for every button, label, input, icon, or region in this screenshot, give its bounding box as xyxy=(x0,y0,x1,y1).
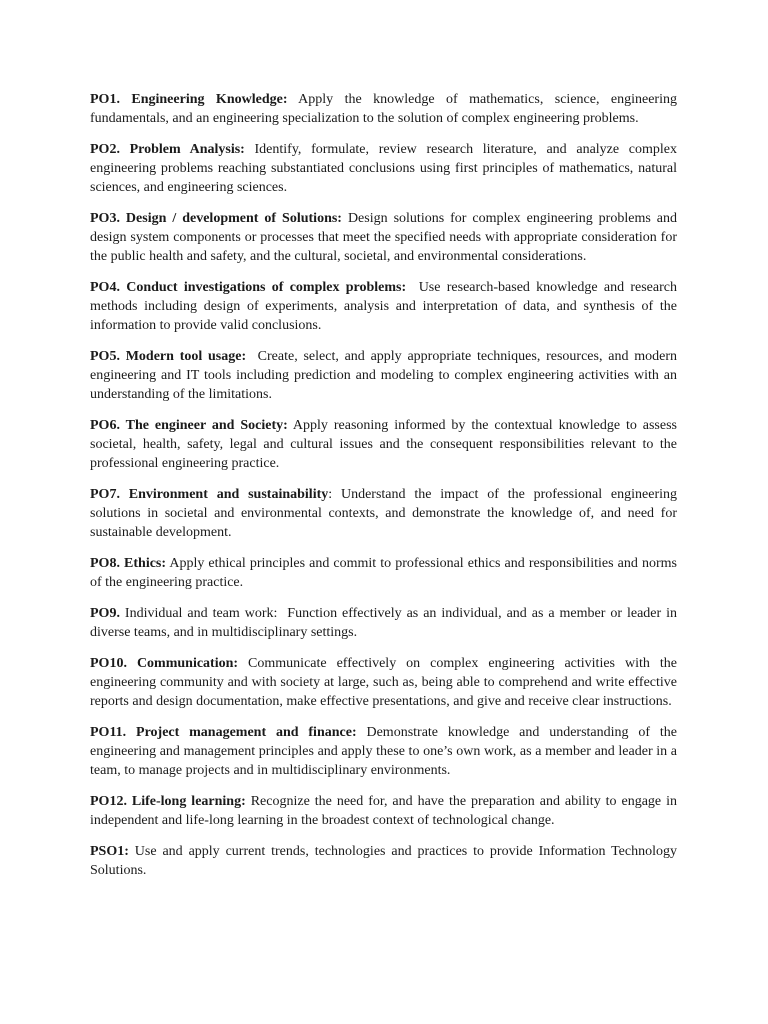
outcome-po12 xyxy=(90,792,677,830)
outcome-text: Communicate effectively on complex engineering activities with the engineering community and with society at large, such as, being able to comprehend and write effective reports and design documentation, make effective presentations, and give and receive clear instructions. xyxy=(90,656,677,709)
outcome-label: PO1. Engineering Knowledge: xyxy=(90,92,288,107)
outcome-label: PO12. Life-long learning: xyxy=(90,794,246,809)
outcome-text: Apply reasoning informed by the contextual knowledge to assess societal, health, safety, legal and cultural issues and the consequent responsibilities relevant to the professional engineering practice. xyxy=(90,418,677,471)
outcome-pso1 xyxy=(90,842,677,880)
outcome-label: PO4. Conduct investigations of complex problems: xyxy=(90,280,407,295)
outcome-po4 xyxy=(90,278,681,335)
outcome-po10 xyxy=(90,654,677,711)
outcome-label: PO8. Ethics: xyxy=(90,556,167,571)
outcome-po5 xyxy=(90,347,681,404)
outcome-text: Recognize the need for, and have the preparation and ability to engage in independent and life-long learning in the broadest context of technological change. xyxy=(90,794,677,828)
outcome-text: Design solutions for complex engineering problems and design system components or processes that meet the specified needs with appropriate consideration for the public health and safety, and the cultural, societal, and environmental considerations. xyxy=(90,211,677,264)
outcome-po2 xyxy=(90,140,677,197)
outcome-label: PO11. Project management and finance: xyxy=(90,725,357,740)
outcome-label: PO9. xyxy=(90,606,120,621)
outcome-po7 xyxy=(90,485,677,542)
outcome-po11 xyxy=(90,723,677,780)
outcome-label: PO10. Communication: xyxy=(90,656,239,671)
outcome-label: PO3. Design / development of Solutions: xyxy=(90,211,342,226)
outcome-label: PO6. The engineer and Society: xyxy=(90,418,288,433)
outcome-po8 xyxy=(90,554,677,592)
outcome-label: PO7. Environment and sustainability xyxy=(90,487,329,502)
outcome-text: Individual and team work: Function effectively as an individual, and as a member or leader in diverse teams, and in multidisciplinary settings. xyxy=(90,606,681,640)
outcome-text: Use and apply current trends, technologies and practices to provide Information Technology Solutions. xyxy=(90,844,677,878)
outcome-label: PO5. Modern tool usage: xyxy=(90,349,247,364)
outcome-text: : Understand the impact of the professional engineering solutions in societal and environmental contexts, and demonstrate the knowledge of, and need for sustainable development. xyxy=(90,487,677,540)
outcome-label: PO2. Problem Analysis: xyxy=(90,142,245,157)
outcome-po9 xyxy=(90,604,681,642)
outcome-text: Demonstrate knowledge and understanding of the engineering and management principles and apply these to one’s own work, as a member and leader in a team, to manage projects and in multidisciplinary environments. xyxy=(90,725,677,778)
outcome-text: Identify, formulate, review research literature, and analyze complex engineering problems reaching substantiated conclusions using first principles of mathematics, natural sciences, and engineering sciences. xyxy=(90,142,677,195)
outcome-po1 xyxy=(90,90,677,128)
outcome-text: Apply ethical principles and commit to professional ethics and responsibilities and norms of the engineering practice. xyxy=(90,556,677,590)
outcome-text: Create, select, and apply appropriate techniques, resources, and modern engineering and IT tools including prediction and modeling to complex engineering activities with an understanding of the limitations. xyxy=(90,349,681,402)
outcome-label: PSO1: xyxy=(90,844,129,859)
outcome-text: Apply the knowledge of mathematics, science, engineering fundamentals, and an engineering specialization to the solution of complex engineering problems. xyxy=(90,92,677,126)
outcome-po3 xyxy=(90,209,677,266)
document-page xyxy=(90,90,681,892)
outcome-po6 xyxy=(90,416,677,473)
outcome-text: Use research-based knowledge and research methods including design of experiments, analysis and interpretation of data, and synthesis of the information to provide valid conclusions. xyxy=(90,280,681,333)
